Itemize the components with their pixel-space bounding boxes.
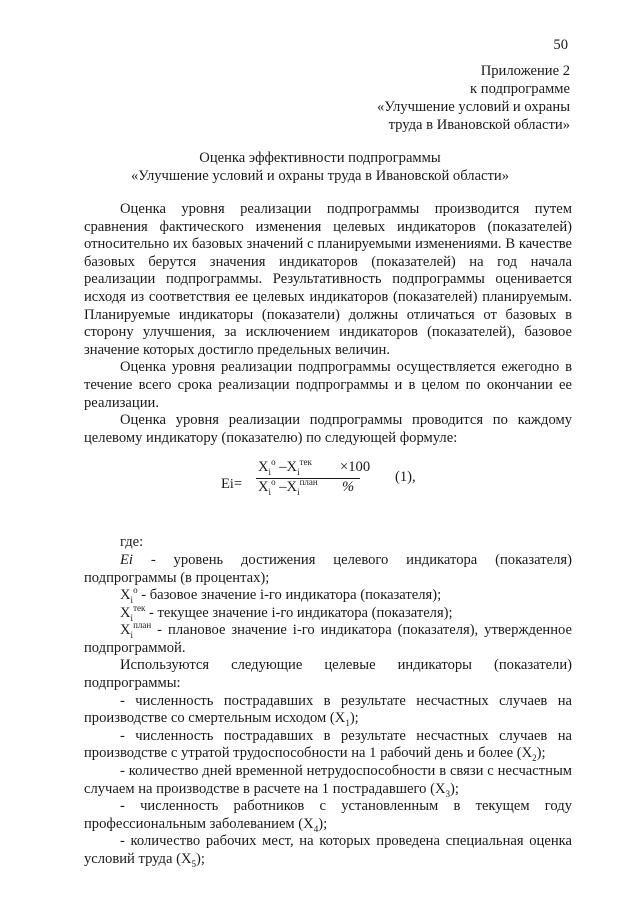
- indicator-item: - численность пострадавших в результате несчастных случаев на производстве со смертельным исходом $(X_1)$;: [84, 692, 572, 729]
- appendix-line-1: Приложение 2: [480, 63, 570, 79]
- appendix-line-2: к подпрограмме: [470, 81, 570, 97]
- formula-number: (1),: [395, 469, 416, 486]
- indicator-item: - количество дней временной нетрудоспособности в связи с несчастным случаем на производстве в расчете на 1 пострадавшего $(X_3)$;: [84, 763, 572, 799]
- title-line-1: Оценка эффективности подпрограммы: [199, 150, 441, 166]
- formula-denominator: $X_i^о$ $-X_i^{план}$: [258, 477, 318, 498]
- definition-e-i: Еi - уровень достижения целевого индикатора (показателя) подпрограммы (в процентах);: [84, 551, 572, 586]
- document-title: [0, 149, 640, 185]
- paragraph-1: Оценка уровня реализации подпрограммы производится путем сравнения фактического изменения целевых индикаторов (показателей) относительно их базовых значений с планируемыми изменениями. В качестве базовых берутся значения индикаторов (показателей) на год начала реализации подпрограммы. Результативность подпрограммы оценивается исходя из соответствия ее целевых индикаторов (показателей) планируемым. Планируемые индикаторы (показатели) должны отличаться от базовых в сторону улучшения, за исключением индикаторов (показателей), базовое значение которых достигло предельных величин.: [84, 201, 572, 358]
- title-line-2: «Улучшение условий и охраны труда в Ивановской области»: [130, 168, 510, 184]
- definition-current: $X_i^{тек}$ - текущее значение i-го индикатора (показателя);: [120, 602, 453, 623]
- appendix-line-4: труда в Ивановской области»: [388, 117, 570, 133]
- indicator-item: - количество рабочих мест, на которых проведена специальная оценка условий труда $(X_5)$;: [84, 833, 572, 869]
- appendix-line-3: «Улучшение условий и охраны: [377, 99, 570, 115]
- definition-base: $X_i^о$ - базовое значение i-го индикатора (показателя);: [120, 585, 442, 605]
- indicator-item: - численность пострадавших в результате несчастных случаев на производстве с утратой трудоспособности на 1 рабочий день и более $(X_2)$;: [84, 727, 572, 764]
- formula-lhs: Еi=: [221, 476, 243, 493]
- where-label: где:: [120, 534, 144, 551]
- indicator-item: - численность работников с установленным в текущем году профессиональным заболеванием $(X_4)$;: [84, 798, 572, 834]
- formula-times-100: ×100: [340, 459, 371, 476]
- formula-percent: %: [342, 479, 355, 496]
- page-number: 50: [553, 37, 568, 53]
- formula-numerator: $X_i^о$ $-X_i^{тек}$: [258, 457, 312, 478]
- appendix-heading: [377, 62, 570, 134]
- paragraph-2: Оценка уровня реализации подпрограммы осуществляется ежегодно в течение всего срока реализации подпрограммы и в целом по окончании ее реализации.: [84, 359, 572, 411]
- paragraph-3: Оценка уровня реализации подпрограммы проводится по каждому целевому индикатору (показателю) по следующей формуле:: [84, 412, 572, 446]
- document-body: [84, 201, 572, 869]
- definition-plan: $X_i^{план}$ - плановое значение i-го индикатора (показателя), утвержденное подпрограммой.: [84, 620, 572, 656]
- indicators-intro: Используются следующие целевые индикаторы (показатели) подпрограммы:: [84, 657, 572, 692]
- formula-1: [84, 459, 572, 519]
